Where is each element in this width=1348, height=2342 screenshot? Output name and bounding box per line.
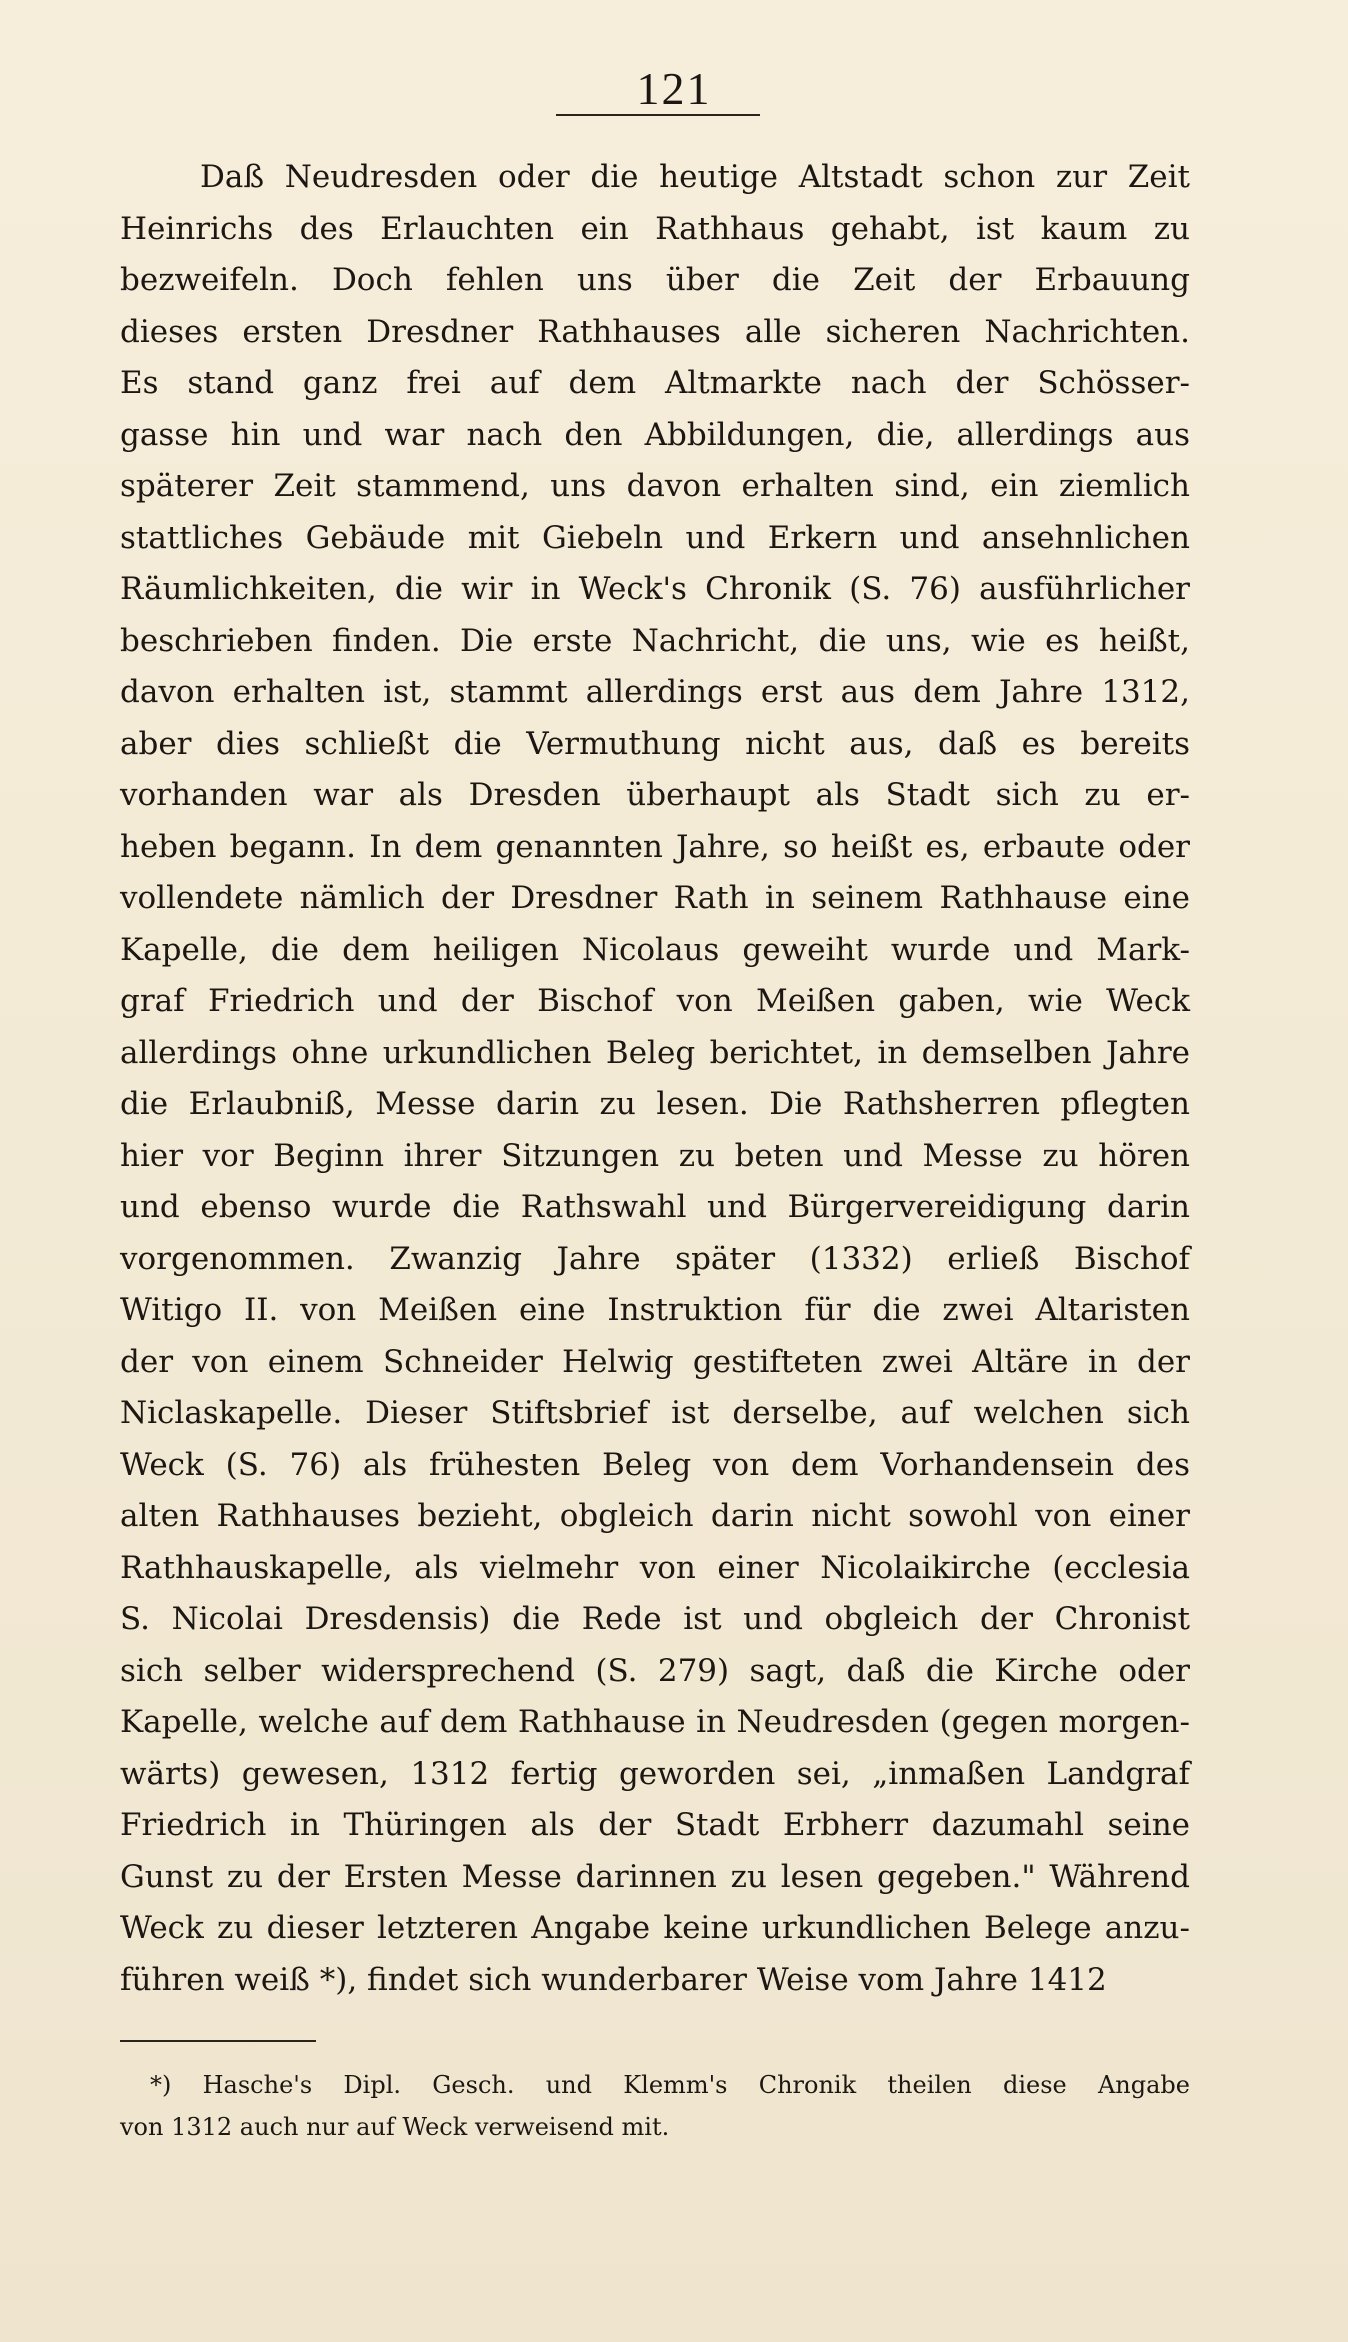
text-line: sich selber widersprechend (S. 279) sagt, daß die Kirche oder [120, 1652, 1190, 1689]
text-line: Niclaskapelle. Dieser Stiftsbrief ist derselbe, auf welchen sich [120, 1395, 1190, 1431]
text-line: Weck zu dieser letzteren Angabe keine urkundlichen Belege anzu- [120, 1910, 1190, 1946]
text-line: vollendete nämlich der Dresdner Rath in seinem Rathhause eine [120, 880, 1190, 916]
text-line: späterer Zeit stammend, uns davon erhalten sind, ein ziemlich [120, 468, 1190, 504]
text-line: Gunst zu der Ersten Messe darinnen zu lesen gegeben." Während [120, 1858, 1190, 1895]
text-line: Heinrichs des Erlauchten ein Rathhaus gehabt, ist kaum zu [120, 210, 1190, 247]
text-line: Es stand ganz frei auf dem Altmarkte nach der Schösser- [120, 365, 1190, 401]
text-line: Daß Neudresden oder die heutige Altstadt schon zur Zeit [200, 159, 1190, 195]
footnote [120, 2064, 1190, 2148]
footnote-line: von 1312 auch nur auf Weck verweisend mit. [120, 2113, 670, 2141]
text-line: gasse hin und war nach den Abbildungen, die, allerdings aus [120, 416, 1190, 453]
text-line: bezweifeln. Doch fehlen uns über die Zeit der Erbauung [120, 262, 1190, 298]
text-line: Witigo II. von Meißen eine Instruktion für die zwei Altaristen [120, 1292, 1190, 1328]
text-line: heben begann. In dem genannten Jahre, so heißt es, erbaute oder [120, 828, 1190, 865]
text-line: davon erhalten ist, stammt allerdings erst aus dem Jahre 1312, [120, 674, 1190, 710]
text-line: graf Friedrich und der Bischof von Meißen gaben, wie Weck [120, 983, 1190, 1019]
page-number: 121 [636, 63, 712, 114]
text-line: vorgenommen. Zwanzig Jahre später (1332) erließ Bischof [120, 1240, 1190, 1277]
text-line: vorhanden war als Dresden überhaupt als Stadt sich zu er- [120, 777, 1190, 813]
text-line: wärts) gewesen, 1312 fertig geworden sei, „inmaßen Landgraf [120, 1755, 1190, 1792]
text-line: S. Nicolai Dresdensis) die Rede ist und obgleich der Chronist [120, 1601, 1190, 1637]
text-line: Kapelle, die dem heiligen Nicolaus geweiht wurde und Mark- [120, 931, 1190, 968]
text-line: der von einem Schneider Helwig gestifteten zwei Altäre in der [120, 1343, 1190, 1380]
text-line: Weck (S. 76) als frühesten Beleg von dem Vorhandensein des [120, 1446, 1190, 1483]
page-number-rule [556, 114, 760, 116]
text-line: alten Rathhauses bezieht, obgleich darin nicht sowohl von einer [120, 1498, 1190, 1534]
text-line: und ebenso wurde die Rathswahl und Bürgervereidigung darin [120, 1189, 1190, 1225]
body-text [120, 152, 1190, 2006]
text-line: Friedrich in Thüringen als der Stadt Erbherr dazumahl seine [120, 1807, 1190, 1843]
text-line: stattliches Gebäude mit Giebeln und Erkern und ansehnlichen [120, 519, 1190, 556]
text-line: führen weiß *), findet sich wunderbarer Weise vom Jahre 1412 [120, 1961, 1107, 1998]
text-line: dieses ersten Dresdner Rathhauses alle sicheren Nachrichten. [120, 313, 1190, 350]
text-line: die Erlaubniß, Messe darin zu lesen. Die Rathsherren pflegten [120, 1086, 1190, 1122]
text-line: allerdings ohne urkundlichen Beleg berichtet, in demselben Jahre [120, 1034, 1190, 1071]
footnote-rule [120, 2040, 316, 2042]
text-line: hier vor Beginn ihrer Sitzungen zu beten und Messe zu hören [120, 1137, 1190, 1174]
text-line: aber dies schließt die Vermuthung nicht aus, daß es bereits [120, 725, 1190, 762]
footnote-line: *) Hasche's Dipl. Gesch. und Klemm's Chronik theilen diese Angabe [150, 2071, 1190, 2099]
text-line: beschrieben finden. Die erste Nachricht, die uns, wie es heißt, [120, 622, 1190, 659]
text-line: Kapelle, welche auf dem Rathhause in Neudresden (gegen morgen- [120, 1704, 1190, 1740]
text-line: Rathhauskapelle, als vielmehr von einer Nicolaikirche (ecclesia [120, 1549, 1190, 1586]
text-line: Räumlichkeiten, die wir in Weck's Chronik (S. 76) ausführlicher [120, 571, 1190, 607]
